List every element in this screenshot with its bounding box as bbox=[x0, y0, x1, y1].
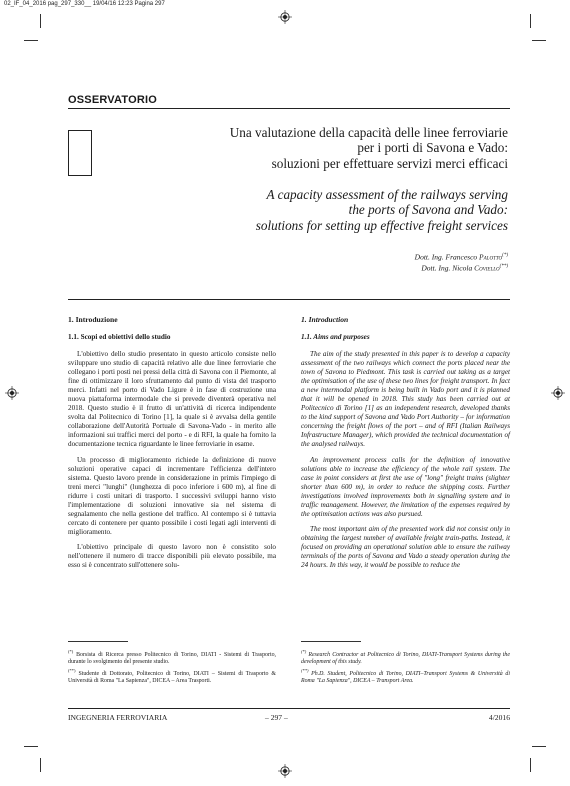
title-english-line: solutions for setting up effective freight services bbox=[255, 217, 508, 233]
subheading-scopi: 1.1. Scopi ed obiettivi dello studio bbox=[68, 333, 171, 341]
registration-mark-right bbox=[551, 386, 565, 400]
column-italian bbox=[68, 315, 276, 570]
footer-page-number: – 297 – bbox=[265, 713, 288, 722]
footnote-rule bbox=[68, 641, 128, 642]
column-english bbox=[301, 315, 510, 570]
crop-mark-bottom-right bbox=[530, 758, 531, 772]
paragraph: Un processo di miglioramento richiede la definizione di nuove soluzioni operative capaci di incrementare l'efficienza dell'intero sistema. Questo lavoro prende in considerazione in primis l'impiego di treni merci "lunghi" (lunghezza di poco inferiore i 600 m), al fine di ridurre i costi unitari di trasporto. I successivi sviluppi hanno visto l'implementazione di soluzioni innovative sia nel sistema di segnalamento che nella gestione del traffico. Al contempo si è tuttavia cercato di contenere per quanto possibile i costi legati agli interventi di miglioramento. bbox=[68, 455, 276, 536]
crop-mark-bottom-right-h bbox=[532, 746, 546, 747]
author-surname: Palotto bbox=[479, 252, 503, 262]
footnote: (**) Ph.D. Student, Politecnico di Torino, DIATI–Transport Systems & Università di Roma "La Sapienza", DICEA – Transport Area. bbox=[301, 667, 510, 684]
crop-mark-top-left-h bbox=[24, 40, 38, 41]
footer-rule bbox=[68, 708, 510, 709]
author-line: Dott. Ing. Nicola Coviello(**) bbox=[421, 263, 508, 273]
registration-mark-left bbox=[5, 386, 19, 400]
title-italian-line: soluzioni per effettuare servizi merci efficaci bbox=[271, 155, 508, 171]
title-english-line: A capacity assessment of the railways serving bbox=[266, 187, 508, 202]
crop-mark-bottom-left bbox=[40, 758, 41, 772]
heading-introduction: 1. Introduction bbox=[301, 315, 349, 324]
crop-mark-bottom-left-h bbox=[24, 746, 38, 747]
title-box-decoration bbox=[68, 130, 92, 176]
authors bbox=[415, 251, 508, 273]
title-english-line: the ports of Savona and Vado: bbox=[348, 202, 508, 218]
footnote: (*) Borsista di Ricerca presso Politecnico di Torino, DIATI - Sistemi di Trasporto, durante lo svolgimento del presente studio. bbox=[68, 649, 276, 666]
subheading-aims: 1.1. Aims and purposes bbox=[301, 333, 370, 341]
footnote-rule bbox=[301, 641, 361, 642]
registration-mark-bottom bbox=[278, 764, 292, 778]
crop-mark-top-left bbox=[40, 14, 41, 28]
printer-slug: 02_IF_04_2016 pag_297_330__ 19/04/16 12:23 Pagina 297 bbox=[4, 1, 165, 7]
footnotes-italian bbox=[68, 648, 276, 685]
heading-introduzione: 1. Introduzione bbox=[68, 315, 118, 324]
title-italian-line: Una valutazione della capacità delle linee ferroviarie bbox=[229, 125, 508, 140]
paragraph: The most important aim of the presented work did not consist only in obtaining the largest number of available freight train-paths. Instead, it focused on providing an operational solution able to ensure the railway terminals of the ports of Savona and Vado a steady operation during the 24 hours. In this way, it would be possible to reduce the bbox=[301, 524, 510, 570]
author-surname: Coviello bbox=[474, 263, 500, 273]
footnote: (*) Research Contractor at Politecnico di Torino, DIATI-Transport Systems during the development of this study. bbox=[301, 649, 510, 666]
crop-mark-top-right bbox=[530, 14, 531, 28]
crop-mark-top-right-h bbox=[532, 40, 546, 41]
title-italian bbox=[128, 125, 508, 171]
registration-mark-top bbox=[278, 10, 292, 24]
content-top-rule bbox=[68, 299, 510, 300]
title-english bbox=[128, 187, 508, 233]
author-line: Dott. Ing. Francesco Palotto(*) bbox=[414, 252, 508, 262]
footnote: (**) Studente di Dottorato, Politecnico di Torino, DIATI – Sistemi di Trasporto & Università di Roma "La Sapienza", DICEA – Area Trasporti. bbox=[68, 667, 276, 684]
paragraph: L'obiettivo principale di questo lavoro non è consistito solo nell'ottenere il numero di tracce disponibili più elevato possibile, ma esso si è concentrato sull'ottenere solu- bbox=[68, 542, 276, 570]
section-label: OSSERVATORIO bbox=[68, 94, 157, 106]
paragraph: An improvement process calls for the definition of innovative solutions able to increase the efficiency of the whole rail system. The case in point considers at first the use of "long" freight trains (slighter shorter than 600 m), in order to reduce the shipping costs. Further investigations involved improvements both in signalling system and in traffic management. However, the limitation of the expenses required by the optimisation actions was also pursued. bbox=[301, 455, 510, 518]
footer-issue: 4/2016 bbox=[488, 713, 510, 722]
paragraph: The aim of the study presented in this paper is to develop a capacity assessment of the two railways which connect the ports placed near the town of Savona to Piedmont. This task is carried out taking as a target the optimisation of the use of these two lines for freight transport. In fact a new intermodal platform is being built in Vado port and it is planned that it will be opened in 2018. This study has been carried out at Politecnico di Torino [1] as an independent research, developed thanks to the kind support of Savona and Vado Port Authority – for information concerning the freight flows of the port – and of RFI (Italian Railways Infrastructure Manager), which provided the technical documentation of the analysed railways. bbox=[301, 350, 510, 449]
footer-journal: INGEGNERIA FERROVIARIA bbox=[68, 713, 168, 722]
section-rule bbox=[68, 108, 510, 109]
footnotes-english bbox=[301, 648, 510, 685]
paragraph: L'obiettivo dello studio presentato in questo articolo consiste nello sviluppare uno studio di capacità relativo alle due linee ferroviarie che collegano i porti posti nei pressi della città di Savona con il Piemonte, al fine di ottimizzare il loro sfruttamento dal punto di vista del trasporto merci. Infatti nel porto di Vado Ligure è in fase di costruzione una nuova piattaforma intermodale che si prevede diventerà operativa nel 2018. Questo studio è il frutto di un'attività di ricerca indipendente svolta dal Politecnico di Torino [1], la quale si è avvalsa della gentile collaborazione dell'Autorità Portuale di Savona-Vado - in merito alle informazioni sui traffici merci del porto - e di RFI, la quale ha fornito la documentazione tecnica riguardante le linee ferroviarie in esame. bbox=[68, 350, 276, 449]
title-italian-line: per i porti di Savona e Vado: bbox=[357, 140, 508, 156]
